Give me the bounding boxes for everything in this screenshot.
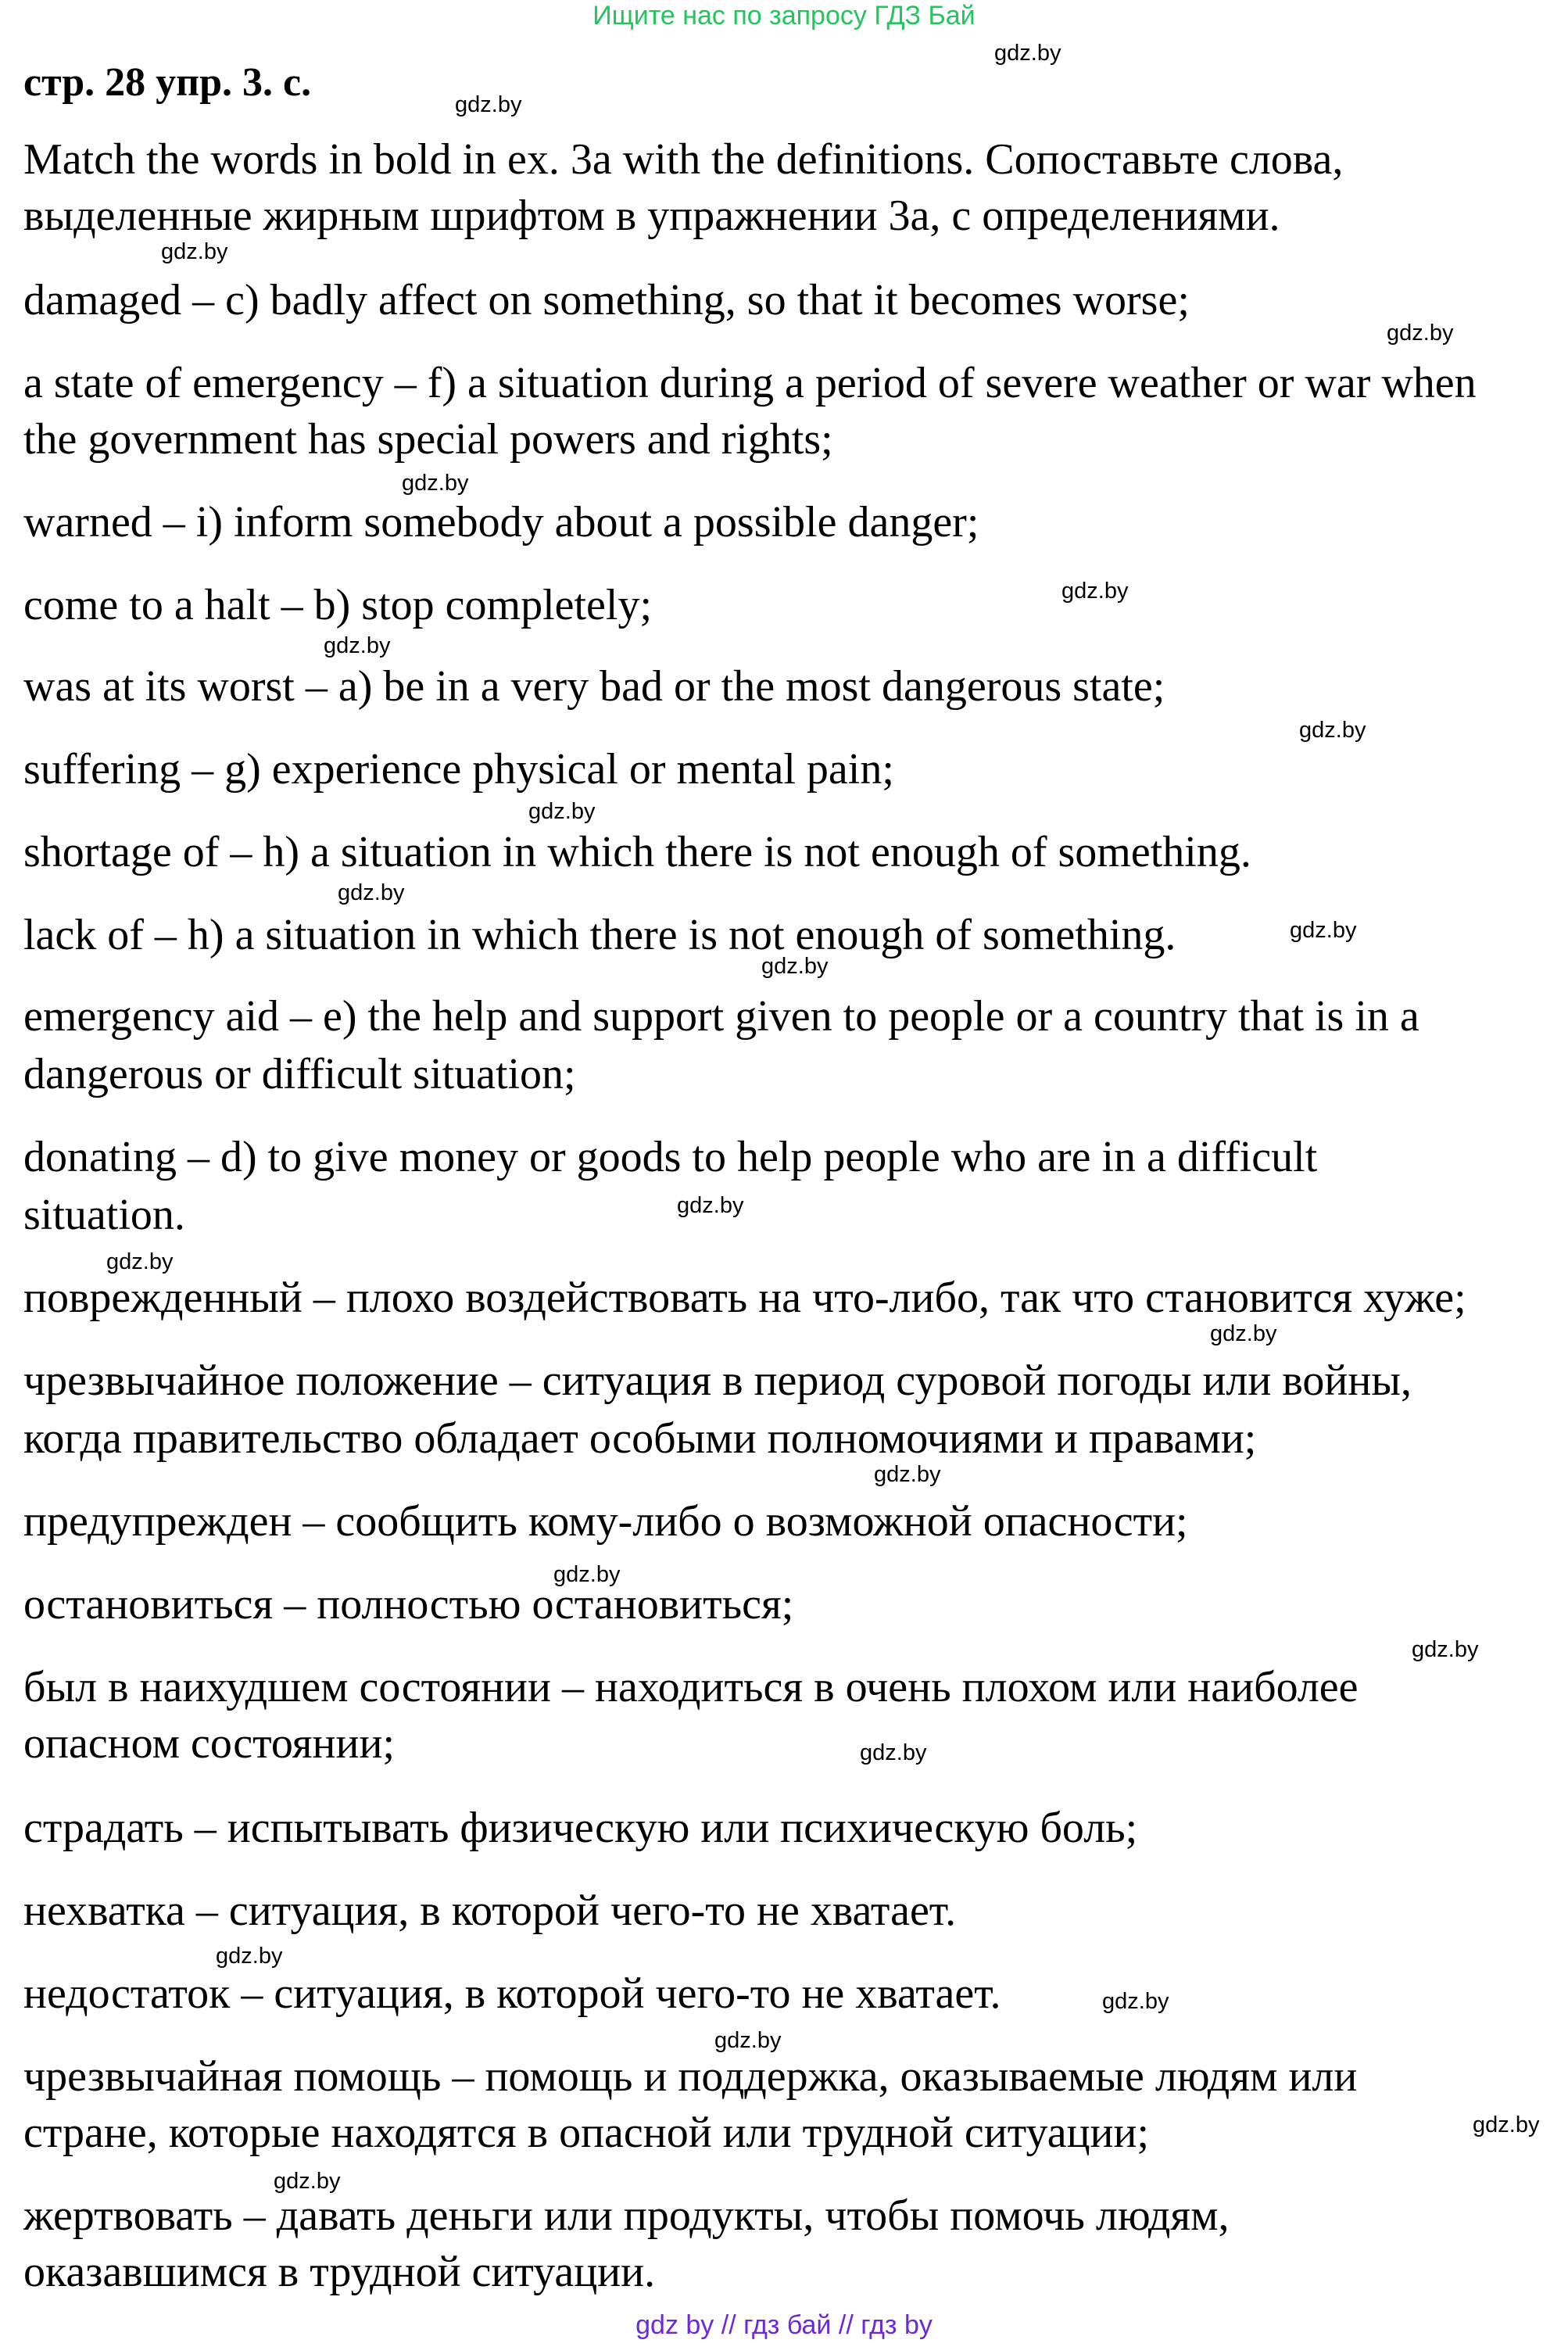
text-line: жертвовать – давать деньги или продукты, чтобы помочь людям, [23, 2191, 1230, 2240]
watermark: gdz.by [1210, 1321, 1277, 1346]
page-heading: стр. 28 упр. 3. c. [23, 60, 312, 105]
text-line: когда правительство обладает особыми полномочиями и правами; [23, 1414, 1257, 1463]
watermark: gdz.by [402, 471, 469, 496]
top-banner: Ищите нас по запросу ГДЗ Бай [592, 1, 976, 30]
watermark: gdz.by [1473, 2112, 1540, 2137]
watermark: gdz.by [1299, 718, 1366, 743]
text-line: Match the words in bold in ex. 3a with the definitions. Сопоставьте слова, [23, 135, 1344, 184]
text-line: the government has special powers and rights; [23, 415, 833, 464]
watermark: gdz.by [994, 41, 1061, 66]
text-line: чрезвычайное положение – ситуация в период суровой погоды или войны, [23, 1356, 1412, 1405]
watermark: gdz.by [761, 954, 829, 979]
text-line: lack of – h) a situation in which there is not enough of something. [23, 911, 1176, 959]
watermark: gdz.by [553, 1562, 621, 1587]
watermark: gdz.by [338, 880, 405, 905]
text-line: опасном состоянии; [23, 1719, 396, 1768]
text-line: shortage of – h) a situation in which there is not enough of something. [23, 828, 1251, 876]
text-line: come to a halt – b) stop completely; [23, 581, 653, 629]
text-line: donating – d) to give money or goods to help people who are in a difficult [23, 1133, 1318, 1181]
text-line: was at its worst – a) be in a very bad or the most dangerous state; [23, 662, 1165, 711]
text-line: недостаток – ситуация, в которой чего-то не хватает. [23, 1969, 1001, 2018]
text-line: был в наихудшем состоянии – находиться в очень плохом или наиболее [23, 1663, 1359, 1711]
watermark: gdz.by [860, 1740, 927, 1765]
watermark: gdz.by [1061, 579, 1129, 604]
watermark: gdz.by [161, 239, 228, 264]
watermark: gdz.by [714, 2028, 782, 2053]
watermark: gdz.by [874, 1462, 941, 1487]
watermark: gdz.by [1387, 321, 1454, 346]
text-line: поврежденный – плохо воздействовать на что-либо, так что становится хуже; [23, 1274, 1466, 1322]
text-line: warned – i) inform somebody about a possible danger; [23, 498, 979, 546]
watermark: gdz.by [216, 1944, 283, 1969]
text-line: situation. [23, 1191, 185, 1239]
text-line: выделенные жирным шрифтом в упражнении 3a, с определениями. [23, 192, 1280, 240]
text-line: suffering – g) experience physical or mental pain; [23, 745, 894, 794]
text-line: страдать – испытывать физическую или психическую боль; [23, 1804, 1138, 1852]
watermark: gdz.by [1412, 1637, 1479, 1662]
text-line: damaged – c) badly affect on something, so that it becomes worse; [23, 276, 1190, 324]
watermark: gdz.by [274, 2169, 341, 2194]
watermark: gdz.by [455, 92, 522, 117]
text-line: остановиться – полностью остановиться; [23, 1580, 794, 1629]
watermark: gdz.by [677, 1193, 744, 1218]
footer-links: gdz by // гдз бай // гдз by [635, 2310, 933, 2340]
text-line: чрезвычайная помощь – помощь и поддержка, оказываемые людям или [23, 2052, 1358, 2101]
watermark: gdz.by [528, 799, 596, 824]
watermark: gdz.by [324, 633, 391, 658]
watermark: gdz.by [1102, 1989, 1169, 2014]
text-line: оказавшимся в трудной ситуации. [23, 2248, 656, 2296]
text-line: стране, которые находятся в опасной или трудной ситуации; [23, 2109, 1150, 2157]
text-line: предупрежден – сообщить кому-либо о возможной опасности; [23, 1497, 1188, 1546]
text-line: нехватка – ситуация, в которой чего-то не хватает. [23, 1887, 957, 1935]
watermark: gdz.by [106, 1249, 174, 1274]
text-line: a state of emergency – f) a situation during a period of severe weather or war when [23, 359, 1477, 407]
text-line: dangerous or difficult situation; [23, 1050, 576, 1098]
text-line: emergency aid – e) the help and support given to people or a country that is in a [23, 992, 1419, 1041]
watermark: gdz.by [1290, 918, 1357, 943]
